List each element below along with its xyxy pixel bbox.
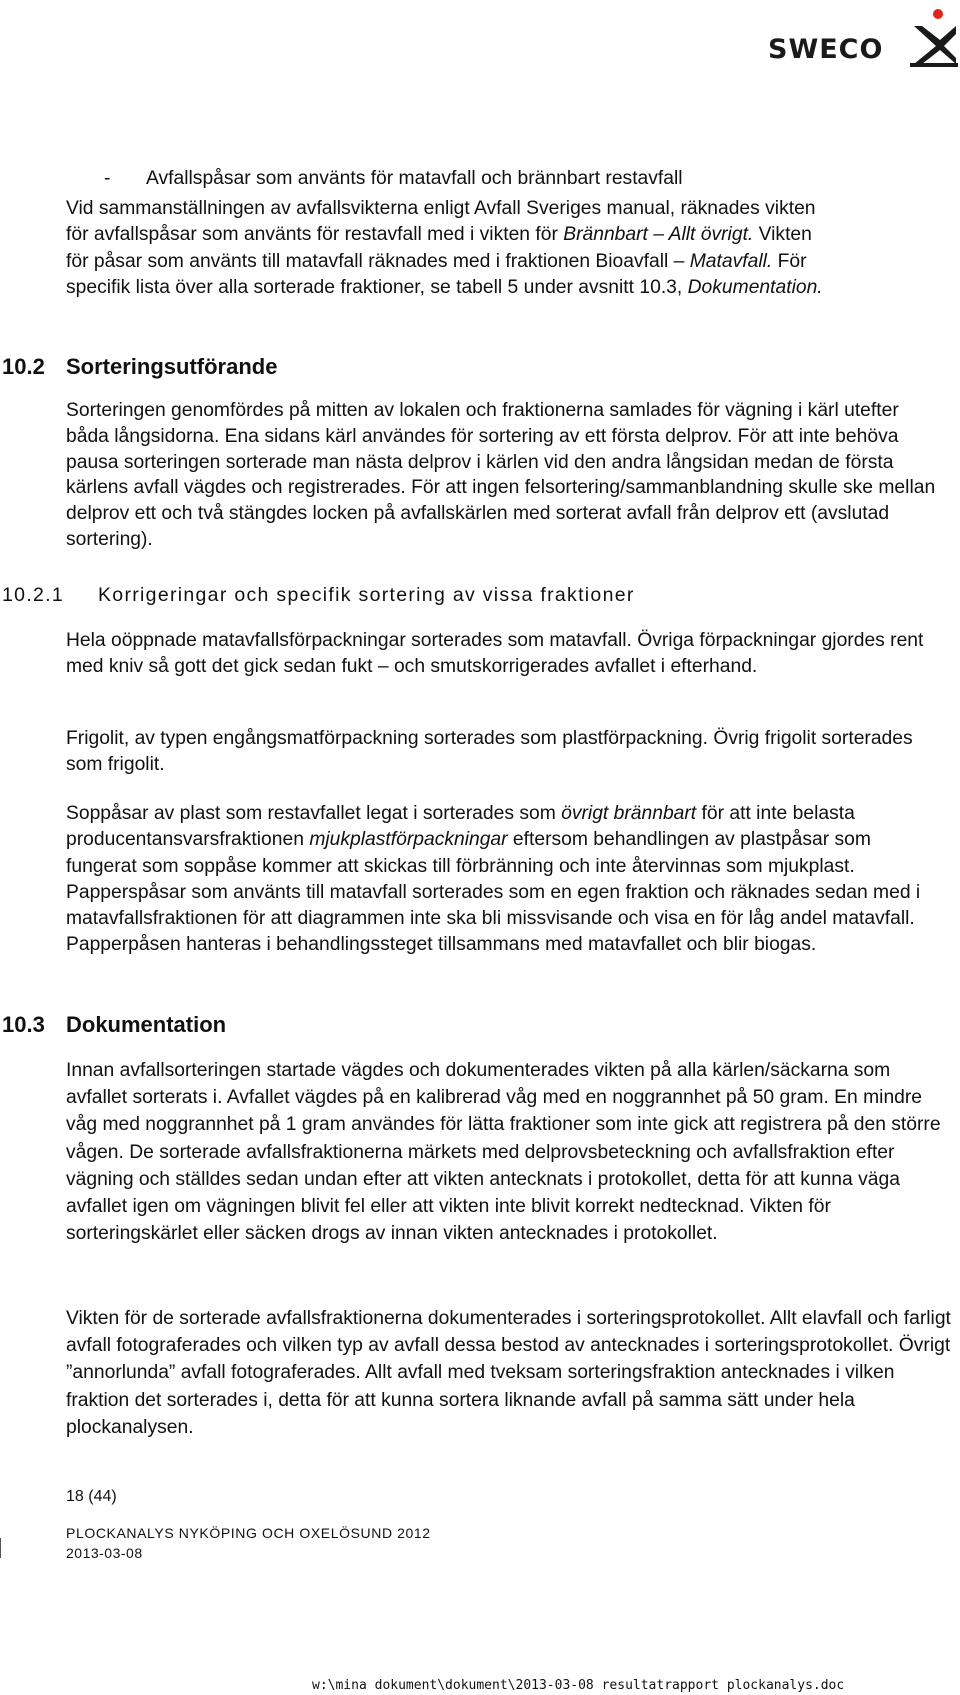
footer-file-path: w:\mina dokument\dokument\2013-03-08 resultatrapport plockanalys.doc [312, 1678, 845, 1693]
paragraph-text: Vikten för de sorterade avfallsfraktionerna dokumenterades i sorteringsprotokollet. Allt elavfall och farligt avfall fotograferades och vilken typ av avfall dessa bestod av antecknades i sorteringsprotokollet. Övrigt ”annorlunda” avfall fotograferades. Allt avfall med tveksam sorteringsfraktion antecknades i vilken fraktion det sorterades i, detta för att kunna sortera liknande avfall på samma sätt under hela plockanalysen. [66, 1308, 951, 1438]
footer-divider [0, 1538, 2, 1558]
correction-paragraph-1 [66, 628, 946, 681]
paragraph-text: Frigolit, av typen engångsmatförpackning sorterades som plastförpackning. Övrig frigolit sorterades som frigolit. [66, 728, 913, 776]
heading-number: 10.3 [2, 1012, 45, 1037]
heading-number: 10.2.1 [2, 584, 65, 606]
italic-term: Brännbart – Allt övrigt. [563, 224, 754, 246]
intro-line [66, 275, 960, 301]
italic-term: mjukplastförpackningar [309, 829, 508, 851]
text-run: Soppåsar av plast som restavfallet legat i sorterades som [66, 803, 562, 824]
heading-title: Korrigeringar och specifik sortering av vissa fraktioner [98, 584, 635, 606]
italic-term: Matavfall. [689, 250, 773, 272]
heading-title: Dokumentation [66, 1012, 227, 1037]
text-run: för avfallspåsar som använts för restavfall med i vikten för [66, 224, 564, 246]
bullet-text: Avfallspåsar som använts för matavfall och brännbart restavfall [146, 168, 683, 189]
intro-paragraph [66, 196, 960, 301]
text-run: För [772, 250, 807, 272]
sweco-logo [768, 8, 960, 68]
text-run: för påsar som använts till matavfall räknades med i fraktionen Bioavfall – [66, 250, 690, 272]
sorting-paragraph [66, 398, 946, 553]
logo-wordmark: SWECO [768, 34, 884, 65]
paragraph-text: Hela oöppnade matavfallsförpackningar sorterades som matavfall. Övriga förpackningar gjordes rent med kniv så gott det gick sedan fukt – och smutskorrigerades avfallet i efterhand. [66, 630, 924, 678]
footer-report-title: PLOCKANALYS NYKÖPING OCH OXELÖSUND 2012 [66, 1525, 431, 1541]
correction-paragraph-3 [66, 801, 946, 959]
page-number: 18 (44) [66, 1488, 117, 1505]
intro-line [66, 222, 960, 248]
text-run: specifik lista över alla sorterade fraktioner, se tabell 5 under avsnitt 10.3, [66, 276, 688, 298]
dash-marker: - [104, 168, 111, 189]
heading-title: Sorteringsutförande [66, 354, 278, 379]
italic-term: Dokumentation. [687, 276, 823, 298]
footer-date: 2013-03-08 [66, 1545, 143, 1561]
intro-line [66, 249, 960, 275]
documentation-paragraph-2 [66, 1305, 956, 1441]
paragraph-text: Innan avfallsorteringen startade vägdes och dokumenterades vikten på alla kärlen/säckarna som avfallet sorterats i. Avfallet vägdes på en kalibrerad våg med en noggrannhet på 50 gram. En mindre våg med noggrannhet på 1 gram användes för lätta fraktioner som inte gick att registrera på den större vågen. De sorterade avfallsfraktionerna märkets med delprovsbeteckning och avfallsfraktion efter vägning och ställdes sedan undan efter att vikten antecknats i protokollet, detta för att kunna väga avfallet igen om vägningen blivit fel eller att vikten inte blivit korrekt nedtecknad. Vikten för sorteringskärlet eller säcken drogs av innan vikten antecknades i protokollet. [66, 1060, 941, 1245]
documentation-paragraph-1 [66, 1057, 956, 1247]
italic-term: övrigt brännbart [561, 803, 697, 824]
heading-number: 10.2 [2, 354, 45, 379]
text-run: för att inte belasta producentansvarsfraktionen [66, 803, 855, 851]
paragraph-text: Sorteringen genomfördes på mitten av lokalen och fraktionerna samlades för vägning i kärl utefter båda långsidorna. Ena sidans kärl användes för sortering av ett första delprov. För att inte behöva pausa sorteringen sorterade man nästa delprov i kärlen vid den andra långsidan medan de första kärlens avfall vägdes och registrerades. För att ingen felsortering/sammanblandning skulle ske mellan delprov ett och två stängdes locken på avfallskärlen med sorterat avfall från delprov ett (avslutad sortering). [66, 400, 936, 550]
correction-paragraph-2 [66, 726, 946, 779]
text-run: Vikten [753, 224, 812, 246]
paragraph-text [66, 801, 946, 959]
text-run: eftersom behandlingen av plastpåsar som fungerat som soppåse kommer att skickas till förbränning och inte återvinnas som mjukplast. Papperspåsar som använts till matavfall sorterades som en egen fraktion och räknades sedan med i matavfallsfraktionen för att diagrammen inte ska bli missvisande och visa en för låg andel matavfall. Papperpåsen hanteras i behandlingssteget tillsammans med matavfallet och blir biogas. [66, 829, 921, 956]
intro-line: Vid sammanställningen av avfallsvikterna enligt Avfall Sveriges manual, räknades vikten [66, 198, 816, 219]
logo-symbol-icon [908, 8, 960, 68]
